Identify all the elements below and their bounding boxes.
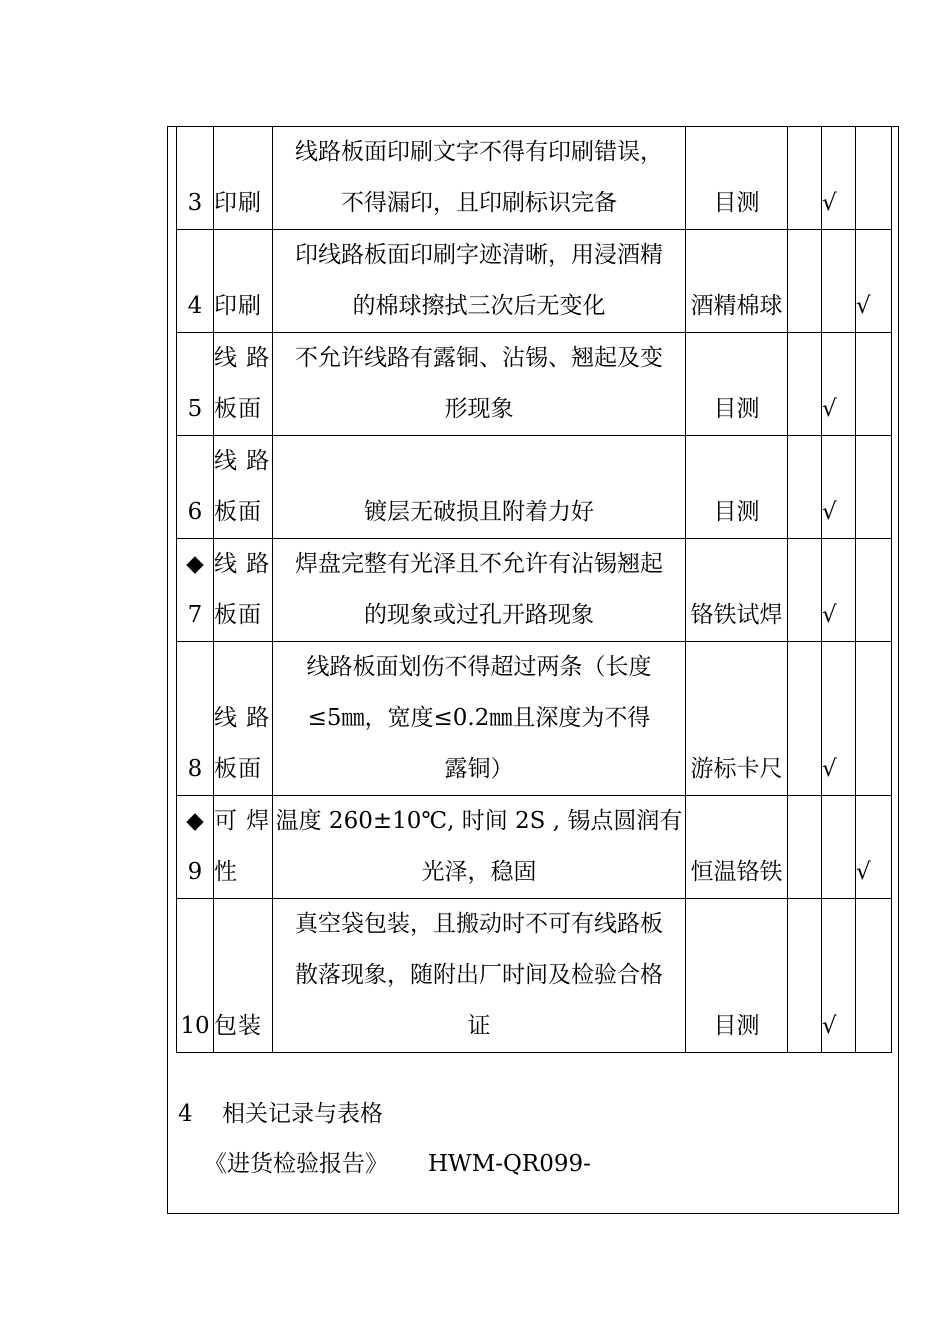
table-row: [177, 127, 892, 230]
check-mark-a: [788, 436, 822, 539]
inspection-requirement-line: 露铜）: [444, 756, 514, 782]
inspection-requirement: [273, 899, 686, 1053]
check-mark-a: [788, 333, 822, 436]
check-mark-b: [822, 230, 856, 333]
row-number-line: 6: [187, 499, 203, 525]
inspection-requirement: [273, 642, 686, 796]
inspection-item-line: 板面: [214, 602, 262, 628]
check-mark-a: [788, 539, 822, 642]
record-code: HWM-QR099-: [428, 1151, 591, 1177]
row-number-line: 9: [187, 859, 203, 885]
inspection-item: [214, 333, 273, 436]
inspection-item-line: 印刷: [214, 190, 262, 216]
table-row: [177, 436, 892, 539]
inspection-requirement-line: 温度 260±10℃, 时间 2S , 锡点圆润有: [275, 808, 683, 834]
inspection-requirement-line: 形现象: [444, 396, 514, 422]
row-number-line: 4: [187, 293, 203, 319]
row-number-line: 10: [180, 1013, 210, 1039]
inspection-item: [214, 539, 273, 642]
row-number: [177, 539, 214, 642]
inspection-requirement-line: ≤5㎜，宽度≤0.2㎜且深度为不得: [307, 705, 651, 731]
table-row: [177, 796, 892, 899]
inspection-requirement-line: 光泽，稳固: [421, 859, 537, 885]
inspection-requirement: [273, 127, 686, 230]
table-row: [177, 230, 892, 333]
inspection-requirement: [273, 436, 686, 539]
check-mark-c: [856, 436, 892, 539]
inspection-table: [176, 126, 892, 1053]
check-mark-b: √: [822, 127, 856, 230]
inspection-method: 铬铁试焊: [686, 539, 788, 642]
inspection-requirement-line: 证: [467, 1013, 491, 1039]
inspection-method: 目测: [686, 899, 788, 1053]
inspection-method: 目测: [686, 333, 788, 436]
check-mark-c: [856, 899, 892, 1053]
check-mark-a: [788, 127, 822, 230]
inspection-requirement-line: 的棉球擦拭三次后无变化: [352, 293, 606, 319]
inspection-requirement-line: 的现象或过孔开路现象: [364, 602, 594, 628]
inspection-item-line: 板面: [214, 499, 262, 525]
inspection-item: [214, 642, 273, 796]
row-number: [177, 230, 214, 333]
inspection-requirement: [273, 333, 686, 436]
inspection-requirement-line: 真空袋包装，且搬动时不可有线路板: [295, 911, 663, 937]
inspection-method: 目测: [686, 127, 788, 230]
check-mark-b: √: [822, 899, 856, 1053]
inspection-requirement-line: 线路板面划伤不得超过两条（长度: [306, 654, 652, 680]
check-mark-c: [856, 127, 892, 230]
inspection-item-line: 板面: [214, 756, 262, 782]
row-number-line: 7: [187, 602, 203, 628]
inspection-requirement-line: 焊盘完整有光泽且不允许有沾锡翘起: [295, 551, 663, 577]
inspection-item-line: 线 路: [214, 345, 271, 371]
inspection-table-body: [177, 127, 892, 1053]
check-mark-a: [788, 796, 822, 899]
section-heading: [178, 1096, 383, 1132]
inspection-requirement-line: 镀层无破损且附着力好: [364, 499, 594, 525]
inspection-item-line: 包装: [214, 1013, 262, 1039]
inspection-method: 游标卡尺: [686, 642, 788, 796]
inspection-item-line: 线 路: [214, 705, 271, 731]
inspection-item-line: 印刷: [214, 293, 262, 319]
row-number-line: 5: [187, 396, 203, 422]
record-name: 《进货检验报告》: [204, 1151, 388, 1177]
inspection-requirement: [273, 796, 686, 899]
row-number-line: 8: [187, 756, 203, 782]
inspection-requirement-line: 线路板面印刷文字不得有印刷错误，: [295, 139, 663, 165]
inspection-item-line: 线 路: [214, 448, 271, 474]
inspection-requirement-line: 印线路板面印刷字迹清晰，用浸酒精: [295, 242, 663, 268]
inspection-item: [214, 436, 273, 539]
inspection-requirement: [273, 539, 686, 642]
check-mark-b: √: [822, 436, 856, 539]
check-mark-a: [788, 230, 822, 333]
check-mark-b: √: [822, 642, 856, 796]
inspection-item-line: 可 焊: [214, 808, 271, 834]
check-mark-c: √: [856, 230, 892, 333]
inspection-item: [214, 899, 273, 1053]
inspection-item: [214, 230, 273, 333]
section-title: 相关记录与表格: [222, 1101, 383, 1127]
row-number-line: ◆: [186, 551, 204, 577]
row-number-line: ◆: [186, 808, 204, 834]
section-number: 4: [178, 1101, 193, 1127]
record-line: [204, 1146, 591, 1182]
inspection-item-line: 线 路: [214, 551, 271, 577]
check-mark-c: √: [856, 796, 892, 899]
inspection-item-line: 板面: [214, 396, 262, 422]
inspection-requirement-line: 不允许线路有露铜、沾锡、翘起及变: [295, 345, 663, 371]
check-mark-b: √: [822, 333, 856, 436]
check-mark-b: √: [822, 539, 856, 642]
inspection-requirement-line: 散落现象，随附出厂时间及检验合格: [295, 962, 663, 988]
row-number: [177, 899, 214, 1053]
table-row: [177, 333, 892, 436]
row-number: [177, 333, 214, 436]
row-number-line: 3: [187, 190, 203, 216]
row-number: [177, 436, 214, 539]
table-row: [177, 539, 892, 642]
check-mark-c: [856, 539, 892, 642]
inspection-requirement: [273, 230, 686, 333]
check-mark-b: [822, 796, 856, 899]
inspection-item: [214, 127, 273, 230]
inspection-method: 恒温铬铁: [686, 796, 788, 899]
check-mark-a: [788, 899, 822, 1053]
check-mark-c: [856, 333, 892, 436]
inspection-requirement-line: 不得漏印，且印刷标识完备: [341, 190, 617, 216]
inspection-method: 酒精棉球: [686, 230, 788, 333]
row-number: [177, 796, 214, 899]
check-mark-a: [788, 642, 822, 796]
check-mark-c: [856, 642, 892, 796]
inspection-item-line: 性: [214, 859, 238, 885]
inspection-item: [214, 796, 273, 899]
table-row: [177, 899, 892, 1053]
inspection-method: 目测: [686, 436, 788, 539]
row-number: [177, 642, 214, 796]
table-row: [177, 642, 892, 796]
row-number: [177, 127, 214, 230]
